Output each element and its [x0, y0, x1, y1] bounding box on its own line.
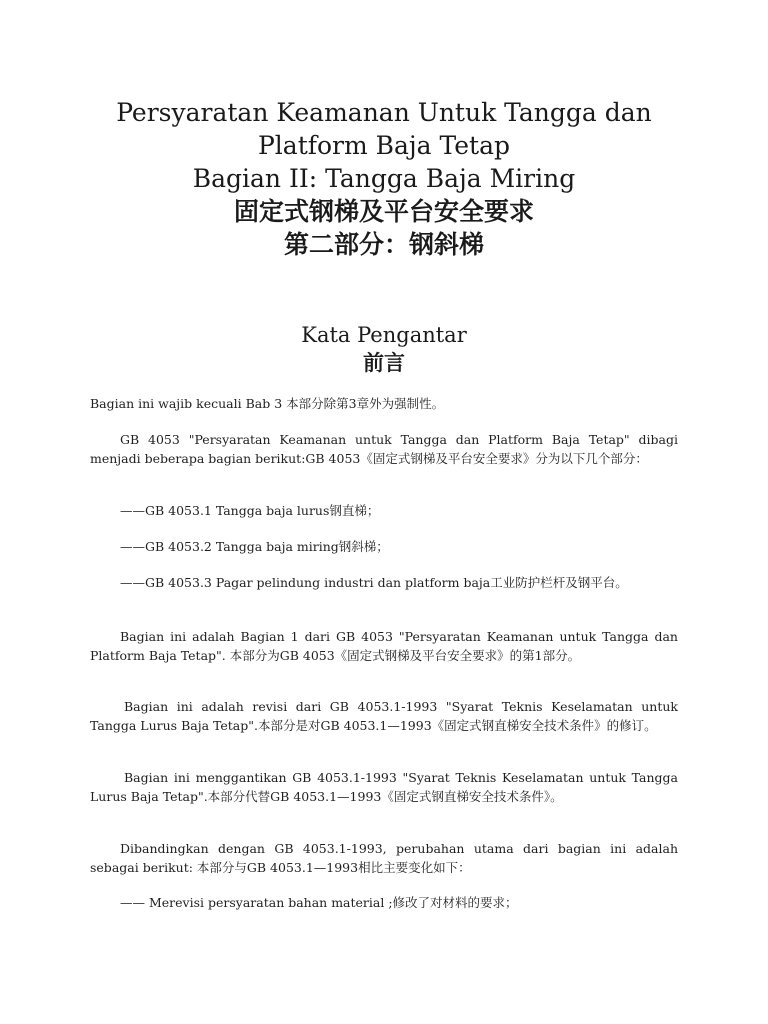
list-item: ——GB 4053.3 Pagar pelindung industri dan platform baja工业防护栏杆及钢平台。 — [120, 575, 628, 590]
paragraph: Dibandingkan dengan GB 4053.1-1993, perubahan utama dari bagian ini adalah sebagai berikut: 本部分与GB 4053.1—1993相比主要变化如下： — [90, 841, 678, 875]
list-item: ——GB 4053.2 Tangga baja miring钢斜梯； — [120, 539, 389, 554]
title-line-1: Persyaratan Keamanan Untuk Tangga dan — [116, 98, 652, 127]
paragraph: Bagian ini adalah revisi dari GB 4053.1-1993 "Syarat Teknis Keselamatan untuk Tangga Lurus Baja Tetap".本部分是对GB 4053.1—1993《固定式钢直梯安全技术条件》的修订。 — [90, 699, 678, 733]
section-heading-text: Kata Pengantar — [301, 323, 467, 347]
list-item: —— Merevisi persyaratan bahan material ;修改了对材料的要求； — [120, 895, 518, 910]
section-heading — [0, 322, 768, 376]
title-line-3: Bagian II: Tangga Baja Miring — [192, 164, 576, 193]
title-line-5: 第二部分：钢斜梯 — [283, 230, 484, 259]
paragraph: Bagian ini adalah Bagian 1 dari GB 4053 "Persyaratan Keamanan untuk Tangga dan Platform Baja Tetap". 本部分为GB 4053《固定式钢梯及平台安全要求》的第1部分。 — [90, 629, 678, 663]
section-heading-zh: 前言 — [363, 350, 405, 375]
paragraph: GB 4053 "Persyaratan Keamanan untuk Tangga dan Platform Baja Tetap" dibagi menjadi beberapa bagian berikut:GB 4053《固定式钢梯及平台安全要求》分为以下几个部分： — [90, 432, 678, 466]
title-line-4: 固定式钢梯及平台安全要求 — [233, 197, 534, 226]
paragraph: Bagian ini menggantikan GB 4053.1-1993 "Syarat Teknis Keselamatan untuk Tangga Lurus Baja Tetap".本部分代替GB 4053.1—1993《固定式钢直梯安全技术条件》。 — [90, 770, 678, 804]
document-title — [0, 96, 768, 261]
list-item: ——GB 4053.1 Tangga baja lurus钢直梯； — [120, 503, 380, 518]
title-line-2: Platform Baja Tetap — [257, 131, 511, 160]
paragraph: Bagian ini wajib kecuali Bab 3 本部分除第3章外为强制性。 — [90, 396, 445, 411]
